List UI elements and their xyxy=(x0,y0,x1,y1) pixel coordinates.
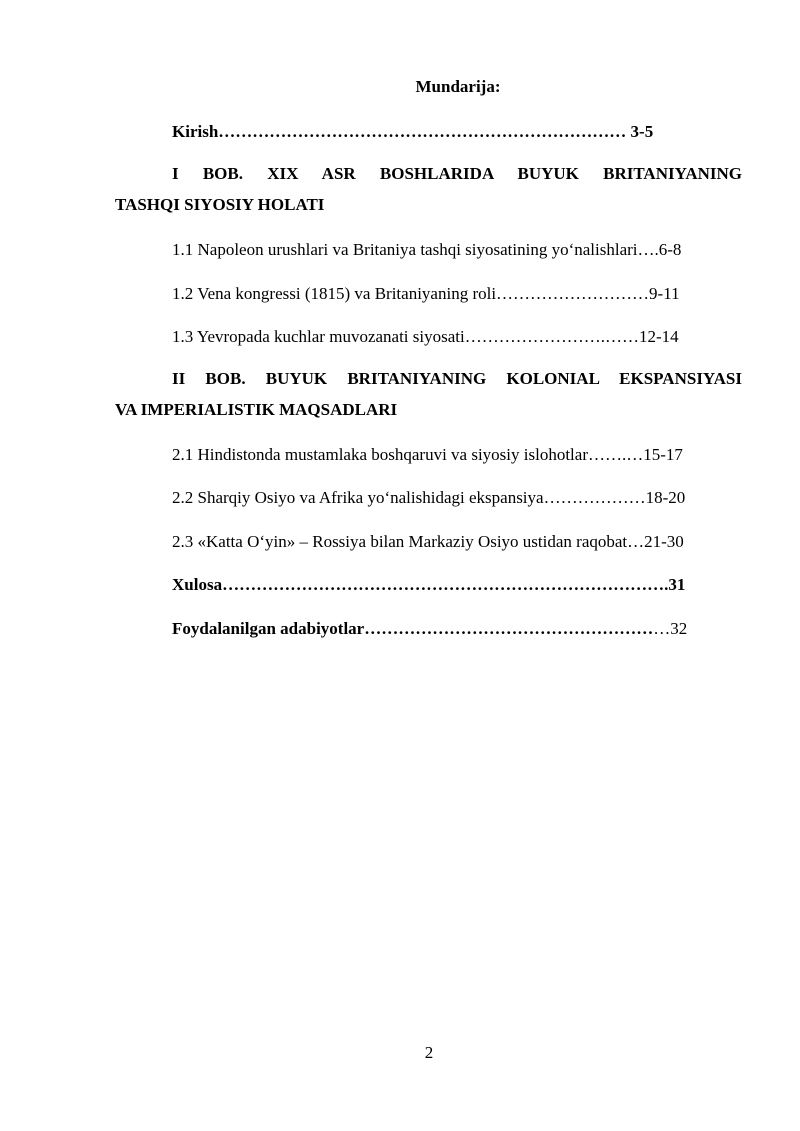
toc-entry-references-page: …32 xyxy=(653,619,688,638)
toc-entry-2-2: 2.2 Sharqiy Osiyo va Afrika yo‘nalishidagi ekspansiya………………18-20 xyxy=(172,488,686,507)
toc-entry-intro: Kirish……………………………………………………………… 3-5 xyxy=(172,122,654,141)
toc-entry-references xyxy=(172,619,687,639)
toc-entry-1-2: 1.2 Vena kongressi (1815) va Britaniyaning roli………………………9-11 xyxy=(172,284,680,303)
toc-entry-references-label: Foydalanilgan adabiyotlar xyxy=(172,619,365,638)
toc-entry-1-3: 1.3 Yevropada kuchlar muvozanati siyosati…………………….……12-14 xyxy=(172,327,679,346)
page-number: 2 xyxy=(424,1043,434,1062)
toc-chapter-2 xyxy=(115,363,742,425)
toc-chapter-1-line1: I BOB. XIX ASR BOSHLARIDA BUYUK BRITANIYANING xyxy=(172,164,742,183)
toc-entry-references-dots: …………………………………………… xyxy=(364,619,654,638)
toc-chapter-1-line2: TASHQI SIYOSIY HOLATI xyxy=(115,195,325,214)
toc-entry-2-1: 2.1 Hindistonda mustamlaka boshqaruvi va siyosiy islohotlar…….…15-17 xyxy=(172,445,683,464)
toc-chapter-2-line1: II BOB. BUYUK BRITANIYANING KOLONIAL EKSPANSIYASI xyxy=(172,369,742,388)
toc-chapter-1 xyxy=(115,158,742,220)
toc-title: Mundarija: xyxy=(415,77,501,96)
toc-chapter-2-line2: VA IMPERIALISTIK MAQSADLARI xyxy=(115,400,398,419)
toc-entry-2-3: 2.3 «Katta O‘yin» – Rossiya bilan Markaziy Osiyo ustidan raqobat…21-30 xyxy=(172,532,684,551)
toc-entry-1-1: 1.1 Napoleon urushlari va Britaniya tashqi siyosatining yo‘nalishlari….6-8 xyxy=(172,240,682,259)
toc-entry-conclusion: Xulosa…………………………………………………………………….31 xyxy=(172,575,686,594)
